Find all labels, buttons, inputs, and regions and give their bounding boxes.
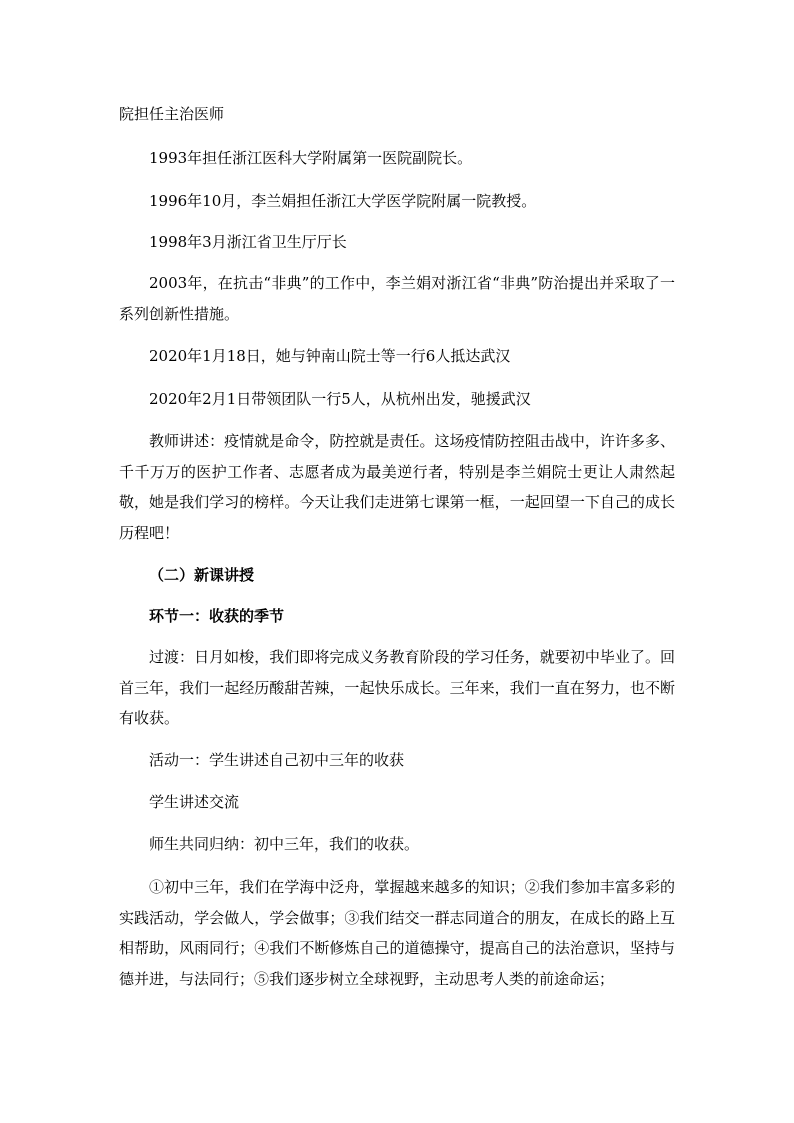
paragraph-teacher-narration: 教师讲述：疫情就是命令，防控就是责任。这场疫情防控阻击战中，许许多多、千千万万的医护工作者、志愿者成为最美逆行者，特别是李兰娟院士更让人肃然起敬，她是我们学习的榜样。今天让我们走进第七课第一框，一起回望一下自己的成长历程吧！ [119, 432, 675, 542]
paragraph-summary: 师生共同归纳：初中三年，我们的收获。 [149, 835, 420, 853]
paragraph-student-exchange: 学生讲述交流 [149, 793, 240, 811]
section-heading-new-lesson: （二）新课讲授 [149, 566, 255, 584]
paragraph-1996: 1996年10月，李兰娟担任浙江大学医学院附属一院教授。 [149, 192, 537, 210]
paragraph-continuation: 院担任主治医师 [119, 105, 225, 123]
paragraph-2020-jan: 2020年1月18日，她与钟南山院士等一行6人抵达武汉 [149, 347, 511, 365]
paragraph-1998: 1998年3月浙江省卫生厅厅长 [149, 233, 347, 251]
section-heading-part-one: 环节一：收获的季节 [149, 607, 285, 625]
paragraph-1993: 1993年担任浙江医科大学附属第一医院副院长。 [149, 149, 473, 167]
paragraph-2003: 2003年，在抗击“非典”的工作中，李兰娟对浙江省“非典”防治提出并采取了一系列创新性措施。 [119, 274, 675, 323]
paragraph-activity-one: 活动一：学生讲述自己初中三年的收获 [149, 751, 405, 769]
paragraph-gains-list: ①初中三年，我们在学海中泛舟，掌握越来越多的知识；②我们参加丰富多彩的实践活动，学会做人，学会做事；③我们结交一群志同道合的朋友，在成长的路上互相帮助，风雨同行；④我们不断修炼自己的道德操守，提高自己的法治意识，坚持与德并进，与法同行；⑤我们逐步树立全球视野，主动思考人类的前途命运； [119, 878, 675, 988]
paragraph-2020-feb: 2020年2月1日带领团队一行5人，从杭州出发，驰援武汉 [149, 390, 531, 408]
paragraph-transition: 过渡：日月如梭，我们即将完成义务教育阶段的学习任务，就要初中毕业了。回首三年，我们一起经历酸甜苦辣，一起快乐成长。三年来，我们一直在努力，也不断有收获。 [119, 648, 675, 727]
